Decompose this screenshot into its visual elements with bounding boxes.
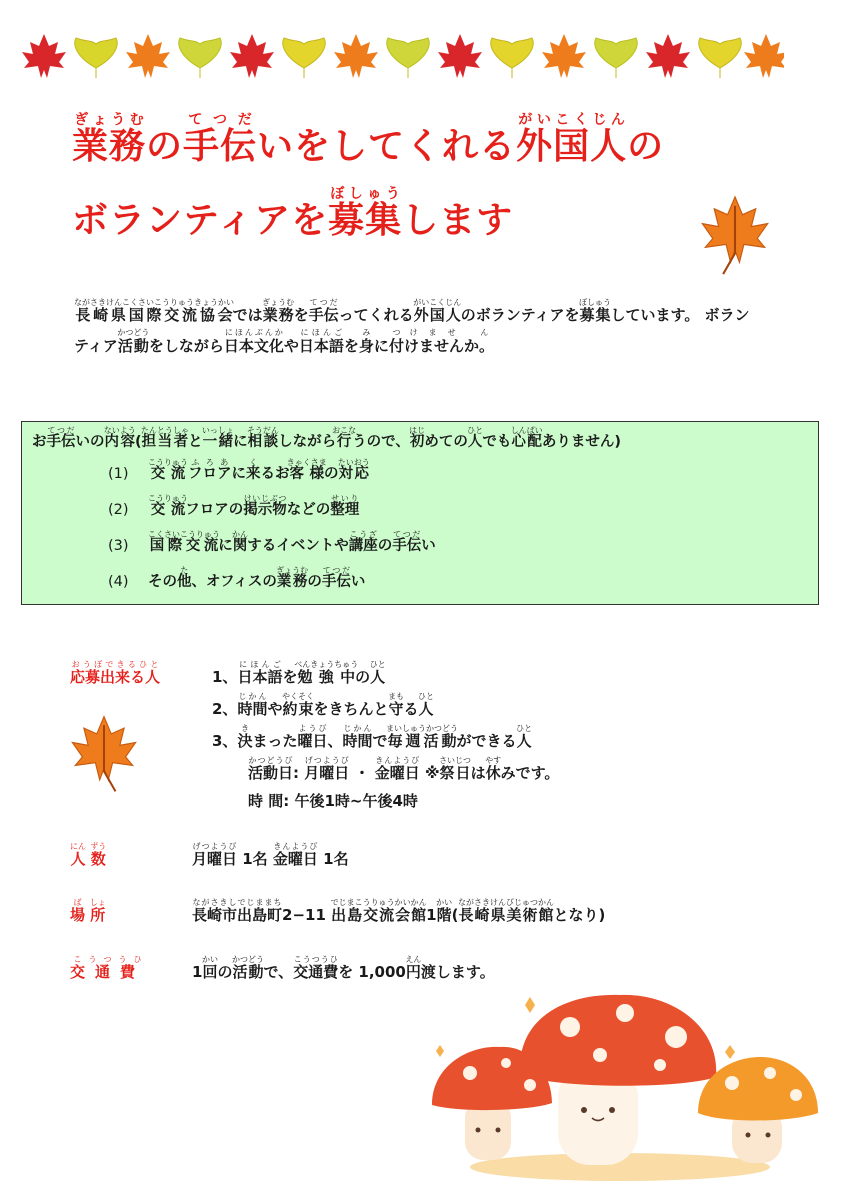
activity-time: 時 間: 午後1時~午後4時 — [248, 792, 418, 810]
applicants-label: 応募出来る人おうぼできるひと — [70, 660, 161, 686]
maple-leaf-icon — [230, 34, 274, 78]
ginkgo-leaf-icon — [283, 38, 325, 78]
title-line-1: 業務ぎょうむの手伝てつだいをしてくれる外国人がいこくじんの — [72, 112, 665, 167]
place-value: 長崎市出島町ながさきしでじままち2−11 出島交流会館でじまこうりゅうかいかん1階かい(長崎県美術館ながさきけんびじゅつかんとなり) — [192, 898, 606, 924]
tasks-heading: お手伝てつだいの内容ないよう(担当者たんとうしゃと一緒いっしょに相談そうだんしながら行おこなうので、初はじめての人ひとでも心配しんぱいありません) — [32, 426, 621, 450]
maple-leaf-icon — [22, 34, 66, 78]
maple-leaf-icon — [60, 708, 148, 800]
task-text: 国際交流こくさいこうりゅうに関かんするイベントや講座こうざの手伝てつだい — [148, 530, 436, 554]
ginkgo-leaf-icon — [75, 38, 117, 78]
title-line-2: ボランティアを募集ぼしゅうします — [72, 186, 514, 241]
task-item — [108, 530, 436, 555]
count-value: 月曜日げつようび 1名 金曜日きんようび 1名 — [192, 842, 349, 868]
requirement-2: 2、時間じかんや約束やくそくをきちんと守まもる人ひと — [212, 692, 435, 718]
count-label: 人にん 数ずう — [70, 842, 107, 868]
intro-text: 長崎県国際交流協会ながさきけんこくさいこうりゅうきょうかいでは業務ぎょうむを手伝てつだってくれる外国人がいこくじんのボランティアを募集ぼしゅうしています。 ボランティア活動かつどうをしながら日本文化にほんぶんかや日本語にほんごを身みに付つけませんか。けませ ん — [74, 298, 750, 355]
task-number: (4) — [108, 574, 129, 590]
ginkgo-leaf-icon — [699, 38, 741, 78]
requirement-1: 1、日本語にほんごを勉強中べんきょうちゅうの人ひと — [212, 660, 386, 686]
task-number: (3) — [108, 538, 129, 554]
task-number: (1) — [108, 466, 129, 482]
tasks-box — [21, 421, 819, 605]
place-label: 場ば 所しょ — [70, 898, 106, 924]
mushroom-illustration — [420, 985, 830, 1185]
activity-days: 活動日かつどうび: 月曜日げつようび ・ 金曜日きんようび ※祭日さいじつは休やすみです。 — [248, 756, 560, 782]
maple-leaf-icon — [334, 34, 378, 78]
task-item — [108, 566, 365, 591]
maple-leaf-icon — [438, 34, 482, 78]
task-number: (2) — [108, 502, 129, 518]
task-text: 交流こうりゅうフロアふろあに来くるお客様きゃくさまの対応たいおう — [148, 458, 370, 482]
task-text: 交流こうりゅうフロアの掲示物けいじぶつなどの整理せいり — [148, 494, 360, 518]
maple-leaf-icon — [126, 34, 170, 78]
task-text: その他た、オフィスの業務ぎょうむの手伝てつだい — [148, 566, 366, 590]
maple-leaf-icon — [646, 34, 690, 78]
task-item — [108, 458, 370, 483]
ginkgo-leaf-icon — [387, 38, 429, 78]
maple-leaf-icon — [744, 34, 784, 78]
transport-value: 1回かいの活動かつどうで、交通費こうつうひを 1,000円えん渡します。 — [192, 955, 495, 981]
ginkgo-leaf-icon — [491, 38, 533, 78]
maple-leaf-icon — [690, 188, 780, 283]
requirement-3: 3、決きまった曜日ようび、時間じかんで毎週活動まいしゅうかつどうができる人ひと — [212, 724, 533, 750]
task-item — [108, 494, 359, 519]
maple-leaf-icon — [542, 34, 586, 78]
transport-label: 交通費こうつうひ — [70, 955, 146, 981]
ginkgo-leaf-icon — [595, 38, 637, 78]
ginkgo-leaf-icon — [179, 38, 221, 78]
leaf-border — [14, 28, 784, 88]
